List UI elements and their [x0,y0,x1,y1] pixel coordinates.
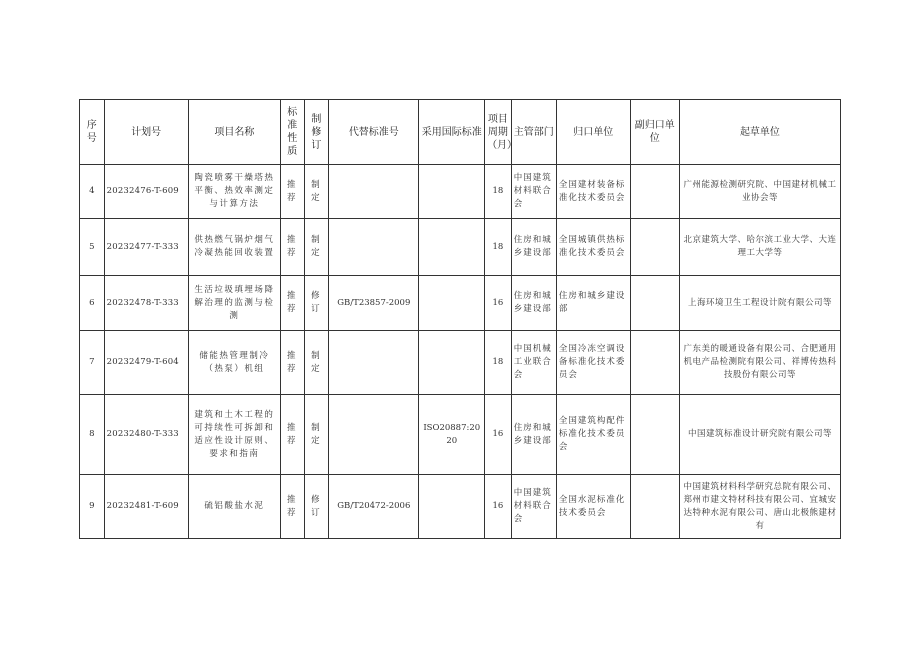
cell-drafter: 广东美的暖通设备有限公司、合肥通用机电产品检测院有限公司、祥博传热科技股份有限公司等 [679,331,840,395]
cell-plan: 20232477-T-333 [104,219,188,276]
cell-nature: 推荐 [281,165,305,219]
cell-no: 6 [80,276,105,331]
cell-plan: 20232481-T-609 [104,475,188,539]
cell-plan: 20232476-T-609 [104,165,188,219]
cell-revise: 制定 [304,331,329,395]
col-header-dept: 主管部门 [511,100,556,165]
cell-name: 陶瓷喷雾干燥塔热平衡、热效率测定与计算方法 [188,165,280,219]
table-row [80,165,841,219]
cell-no: 9 [80,475,105,539]
col-header-drafter: 起草单位 [679,100,840,165]
cell-subunit [630,276,679,331]
cell-revise: 制定 [304,219,329,276]
cell-subunit [630,165,679,219]
cell-cycle: 18 [485,331,512,395]
table-row [80,475,841,539]
col-header-no: 序号 [80,100,105,165]
cell-intl: ISO20887:2020 [419,395,485,475]
table-row [80,331,841,395]
header-row [80,100,841,165]
cell-revise: 制定 [304,165,329,219]
cell-subunit [630,395,679,475]
cell-nature: 推荐 [281,331,305,395]
cell-name: 硫铝酸盐水泥 [188,475,280,539]
cell-cycle: 16 [485,475,512,539]
cell-subunit [630,219,679,276]
cell-no: 7 [80,331,105,395]
col-header-intl: 采用国际标准 [419,100,485,165]
cell-no: 8 [80,395,105,475]
cell-drafter: 北京建筑大学、哈尔滨工业大学、大连理工大学等 [679,219,840,276]
cell-dept: 住房和城乡建设部 [511,276,556,331]
cell-plan: 20232478-T-333 [104,276,188,331]
cell-drafter: 中国建筑材料科学研究总院有限公司、郑州市建文特材科技有限公司、宜城安达特种水泥有限公司、唐山北极熊建材有 [679,475,840,539]
col-header-subunit: 副归口单位 [630,100,679,165]
cell-intl [419,165,485,219]
cell-nature: 推荐 [281,219,305,276]
col-header-nature: 标准 性质 [281,100,305,165]
cell-replaced [329,219,419,276]
cell-plan: 20232479-T-604 [104,331,188,395]
cell-name: 储能热管理制冷（热泵）机组 [188,331,280,395]
cell-intl [419,219,485,276]
cell-dept: 中国建筑材料联合会 [511,165,556,219]
cell-intl [419,331,485,395]
cell-dept: 住房和城乡建设部 [511,395,556,475]
cell-nature: 推荐 [281,395,305,475]
cell-drafter: 上海环境卫生工程设计院有限公司等 [679,276,840,331]
cell-cycle: 18 [485,219,512,276]
col-header-unit: 归口单位 [556,100,630,165]
cell-cycle: 16 [485,276,512,331]
cell-intl [419,475,485,539]
table-row [80,276,841,331]
cell-nature: 推荐 [281,276,305,331]
col-header-replaced: 代替标准号 [329,100,419,165]
cell-no: 5 [80,219,105,276]
cell-unit: 全国城镇供热标准化技术委员会 [556,219,630,276]
col-header-revise: 制修订 [304,100,329,165]
cell-drafter: 广州能源检测研究院、中国建材机械工业协会等 [679,165,840,219]
table-row [80,219,841,276]
cell-replaced [329,331,419,395]
cell-unit: 全国建材装备标准化技术委员会 [556,165,630,219]
cell-name: 供热燃气锅炉烟气冷凝热能回收装置 [188,219,280,276]
standards-plan-table [79,99,841,539]
col-header-name: 项目名称 [188,100,280,165]
cell-cycle: 18 [485,165,512,219]
col-header-plan: 计划号 [104,100,188,165]
cell-revise: 制定 [304,395,329,475]
cell-plan: 20232480-T-333 [104,395,188,475]
cell-cycle: 16 [485,395,512,475]
cell-revise: 修订 [304,276,329,331]
cell-nature: 推荐 [281,475,305,539]
cell-dept: 中国建筑材料联合会 [511,475,556,539]
cell-subunit [630,331,679,395]
cell-name: 建筑和土木工程的可持续性可拆卸和适应性设计原则、要求和指南 [188,395,280,475]
cell-unit: 全国冷冻空调设备标准化技术委员会 [556,331,630,395]
col-header-cycle: 项目周期（月） [485,100,512,165]
cell-name: 生活垃圾填埋场降解治理的监测与检测 [188,276,280,331]
cell-replaced: GB/T23857-2009 [329,276,419,331]
cell-replaced [329,395,419,475]
cell-unit: 全国建筑构配件标准化技术委员会 [556,395,630,475]
cell-dept: 中国机械工业联合会 [511,331,556,395]
cell-drafter: 中国建筑标准设计研究院有限公司等 [679,395,840,475]
cell-unit: 住房和城乡建设部 [556,276,630,331]
cell-unit: 全国水泥标准化技术委员会 [556,475,630,539]
cell-revise: 修订 [304,475,329,539]
cell-replaced: GB/T20472-2006 [329,475,419,539]
cell-subunit [630,475,679,539]
table-row [80,395,841,475]
cell-dept: 住房和城乡建设部 [511,219,556,276]
cell-no: 4 [80,165,105,219]
cell-replaced [329,165,419,219]
cell-intl [419,276,485,331]
